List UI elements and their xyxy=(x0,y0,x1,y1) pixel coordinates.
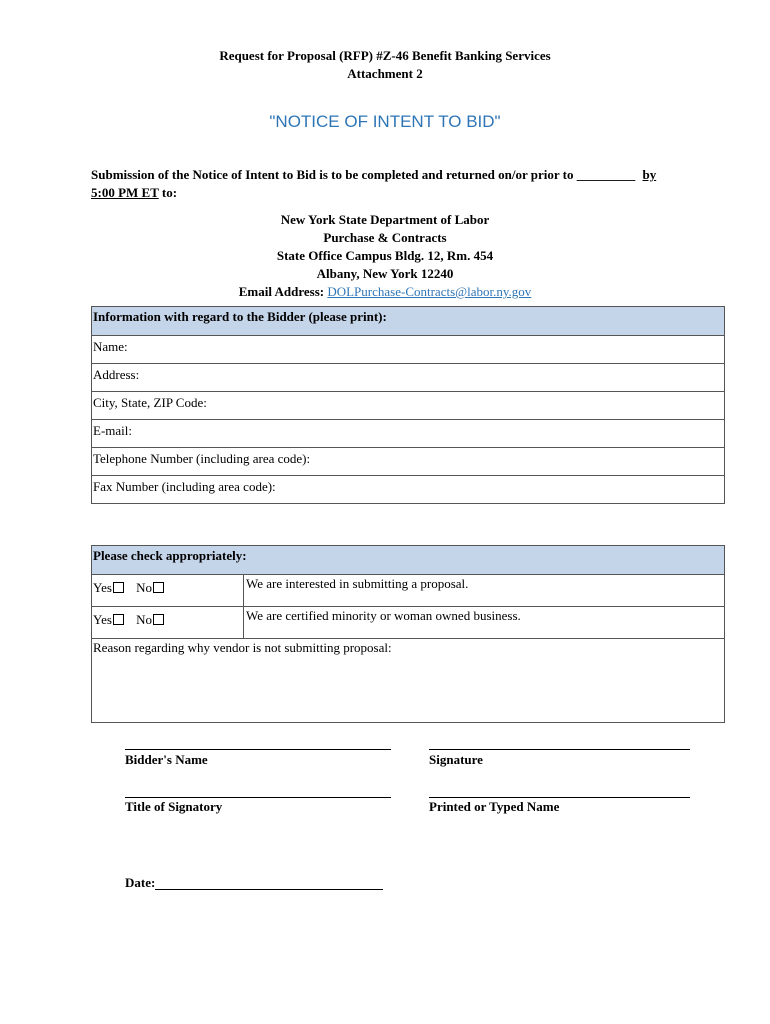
date-label: Date: xyxy=(125,875,156,890)
signature-label: Signature xyxy=(429,752,483,767)
fax-field[interactable]: Fax Number (including area code): xyxy=(92,475,724,503)
certified-no-checkbox[interactable] xyxy=(153,614,164,625)
title-of-signatory-label: Title of Signatory xyxy=(125,799,223,814)
email-field[interactable]: E-mail: xyxy=(92,419,724,447)
page-title: "NOTICE OF INTENT TO BID" xyxy=(269,112,501,131)
yes-label: Yes xyxy=(93,612,112,627)
certified-statement: We are certified minority or woman owned business. xyxy=(246,608,521,623)
email-address-line xyxy=(0,283,770,301)
check-heading: Please check appropriately: xyxy=(92,546,724,574)
interest-statement: We are interested in submitting a proposal. xyxy=(246,576,469,591)
submission-text: Submission of the Notice of Intent to Bid is to be completed and returned on/or prior to xyxy=(91,167,574,182)
address-field[interactable]: Address: xyxy=(92,363,724,391)
address-line-3: State Office Campus Bldg. 12, Rm. 454 xyxy=(276,248,494,263)
no-label: No xyxy=(136,580,153,595)
submission-by: by xyxy=(642,167,657,182)
no-label: No xyxy=(136,612,153,627)
bidder-info-table xyxy=(91,306,725,504)
date-field xyxy=(125,875,383,891)
date-line[interactable] xyxy=(155,875,383,890)
printed-name-line[interactable] xyxy=(429,797,690,798)
address-line-1: New York State Department of Labor xyxy=(280,212,490,227)
title-of-signatory-line[interactable] xyxy=(125,797,391,798)
header-attachment-line: Attachment 2 xyxy=(347,66,423,81)
interest-row xyxy=(92,574,724,606)
bidder-name-line[interactable] xyxy=(125,749,391,750)
bidder-name-label: Bidder's Name xyxy=(125,752,208,767)
submission-date-blank: _________ xyxy=(576,167,636,182)
header-rfp-line: Request for Proposal (RFP) #Z-46 Benefit Banking Services xyxy=(219,48,551,63)
submission-time: 5:00 PM ET xyxy=(91,185,159,200)
signature-line[interactable] xyxy=(429,749,690,750)
name-field[interactable]: Name: xyxy=(92,335,724,363)
yes-label: Yes xyxy=(93,580,112,595)
certified-row xyxy=(92,606,724,638)
address-line-4: Albany, New York 12240 xyxy=(316,266,454,281)
reason-field[interactable]: Reason regarding why vendor is not submitting proposal: xyxy=(92,638,724,722)
check-table xyxy=(91,545,725,723)
submission-to: to: xyxy=(161,185,178,200)
email-label: Email Address: xyxy=(238,284,325,299)
submission-instructions xyxy=(91,166,691,202)
email-link[interactable]: DOLPurchase-Contracts@labor.ny.gov xyxy=(327,284,532,299)
printed-name-label: Printed or Typed Name xyxy=(429,799,560,814)
bidder-info-heading: Information with regard to the Bidder (please print): xyxy=(92,307,724,335)
city-state-zip-field[interactable]: City, State, ZIP Code: xyxy=(92,391,724,419)
mailing-address xyxy=(0,211,770,301)
interest-no-checkbox[interactable] xyxy=(153,582,164,593)
certified-yes-checkbox[interactable] xyxy=(113,614,124,625)
interest-options xyxy=(92,575,244,606)
certified-options xyxy=(92,607,244,638)
interest-yes-checkbox[interactable] xyxy=(113,582,124,593)
address-line-2: Purchase & Contracts xyxy=(323,230,447,245)
telephone-field[interactable]: Telephone Number (including area code): xyxy=(92,447,724,475)
